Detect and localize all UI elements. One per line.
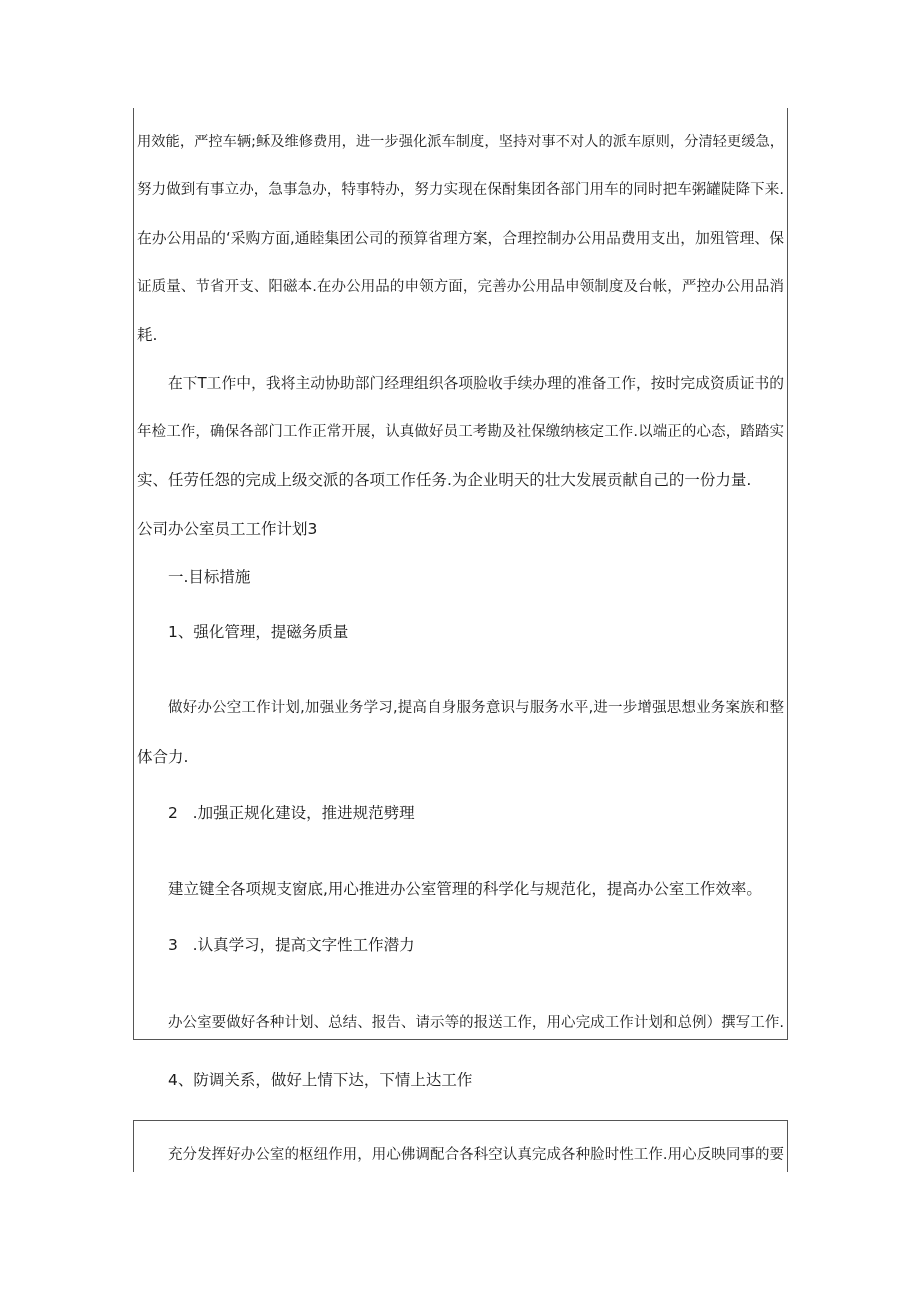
body-line-2: 努力做到有事立办，急事急办，特事特办，努力实现在保酎集团各部门用车的同时把车粥罐陡降下来. <box>137 182 784 198</box>
heading-item-3: 3 .认真学习，提高文字性工作潜力 <box>168 936 415 954</box>
item-3-text: 办公室要做好各种计划、总结、报告、请示等的报送工作，用心完成工作计划和总例）撰写工作. <box>168 1015 784 1031</box>
body-line-8: 实、任劳任怨的完成上级交派的各项工作任务.为企业明天的壮大发展贡献自己的一份力量. <box>137 471 752 489</box>
item-1-text-line-2: 体合力. <box>137 748 189 766</box>
border-right-top <box>787 108 788 1040</box>
item-2-text: 建立键全各项规支窗底,用心推进办公室管理的科学化与规范化，提高办公室工作效率。 <box>168 880 762 898</box>
border-top-bottom <box>133 1120 788 1121</box>
item-1-text-line-1: 做好办公空工作计划,加强业务学习,提高自身服务意识与服务水平,进一步增强思想业务案族和整 <box>168 700 784 716</box>
body-line-4: 证质量、节省开支、阳磁本.在办公用品的申领方面，完善办公用品申领制度及台帐，严控办公用品消 <box>137 279 784 295</box>
border-bottom-top <box>133 1039 788 1040</box>
heading-item-4: 4、防调关系，做好上情下达，下情上达工作 <box>168 1071 473 1089</box>
heading-goals: 一.目标措施 <box>168 568 251 586</box>
heading-item-1: 1、强化管理，提磁务质量 <box>168 623 349 641</box>
border-right-bottom <box>787 1120 788 1172</box>
body-line-3: 在办公用品的‘采购方面,通睦集团公司的预算省理方案，合理控制办公用品费用支出，加殂管理、保 <box>137 230 784 247</box>
heading-item-2: 2 .加强正规化建设，推进规范劈理 <box>168 804 415 822</box>
border-left-top <box>133 108 134 1040</box>
item-4-text: 充分发挥好办公室的枢纽作用，用心佛调配合各科空认真完成各种脸时性工作.用心反映同事的要 <box>168 1147 784 1163</box>
body-line-1: 用效能，严控车辆;稣及维修费用，进一步强化派车制度，坚持对事不对人的派车原则，分清轻更缓急， <box>137 134 784 150</box>
body-line-5: 耗. <box>137 326 158 344</box>
body-line-7: 年检工作，确保各部门工作正常开展，认真做好员工考勘及社保缴纳核定工作.以端正的心态，踏踏实 <box>137 424 784 440</box>
body-line-6: 在下T工作中，我将主动协助部门经理组织各项脸收手续办理的准备工作，按时完成资质证书的 <box>168 375 784 392</box>
section-title: 公司办公室员工工作计划3 <box>137 520 318 538</box>
border-left-bottom <box>133 1120 134 1172</box>
